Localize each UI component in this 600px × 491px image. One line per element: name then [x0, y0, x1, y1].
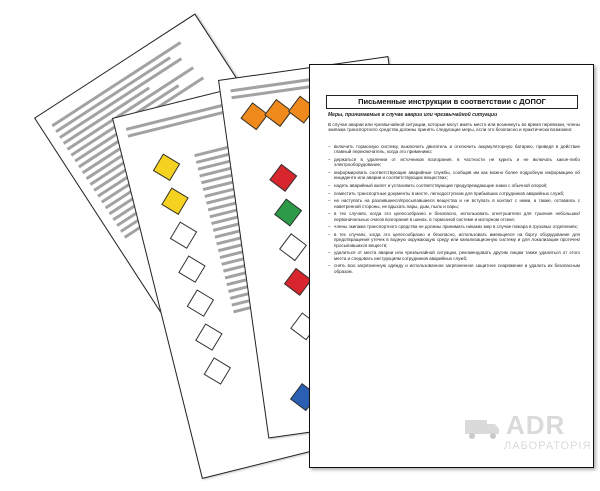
list-item: – в тех случаях, когда это целесообразно и безопасно, использовать имеющееся на борту оборудование для предотвращения утечек в водную окружающую среду или канализационную систему и для локализации протечек/просыпавшихся веществ;	[328, 232, 580, 248]
hazard-diamond-icon	[240, 102, 268, 130]
list-item: – информировать соответствующие аварийные службы, сообщив им как можно более подробную информацию об инциденте или аварии и соответствующих веществах;	[328, 170, 580, 181]
truck-icon	[464, 414, 500, 440]
hazard-diamond-icon	[178, 255, 205, 282]
hazard-diamond-icon	[279, 233, 307, 261]
section-subtitle: Меры, принимаемые в случае аварии или чрезвычайной ситуации	[328, 112, 498, 118]
hazard-diamond-icon	[204, 357, 231, 384]
list-item: – снять всю загрязненную одежду и использованное загрязненное защитное снаряжение и удалить их безопасным образом.	[328, 263, 580, 274]
watermark-brand: ADR	[506, 410, 566, 440]
list-item: – надеть аварийный жилет и установить соответствующие предупреждающие знаки с обычной опорой;	[328, 183, 580, 188]
hazard-diamond-icon	[187, 289, 214, 316]
list-item: – не наступать на разлившиеся/просыпавшиеся вещества и не вступать в контакт с ними, а также, оставаясь с наветренной стороны, не вдыхать пары, дым, пыль и пары;	[328, 198, 580, 209]
list-item: – поместить транспортные документы в месте, легкодоступном для прибывших сотрудников аварийных служб;	[328, 191, 580, 196]
document-title: Письменные инструкции в соответствии с ДОПОГ	[326, 95, 578, 109]
adr-watermark	[464, 410, 594, 460]
hazard-diamond-icon	[284, 268, 312, 296]
instructions-list	[328, 144, 580, 276]
list-item: – члены экипажа транспортного средства не должны принимать никаких мер в случае пожара в грузовых отделениях;	[328, 224, 580, 229]
hazard-diamond-icon	[170, 221, 197, 248]
intro-paragraph: В случае аварии или чрезвычайной ситуации, которые могут иметь место или возникнуть во время перевозки, члены экипажа транспортного средства должны принять следующие меры, если это безопасно и практически возможно:	[328, 122, 580, 133]
list-item: – в тех случаях, когда это целесообразно и безопасно, использовать огнетушители для тушения небольших/первоначальных очагов возгорания в шинах, в тормозной системе и моторном отсеке;	[328, 211, 580, 222]
hazard-diamond-icon	[269, 164, 297, 192]
hazard-diamond-icon	[274, 199, 302, 227]
hazard-diamond-icon	[153, 154, 180, 181]
hazard-diamond-icon	[264, 99, 292, 127]
watermark-subtitle: ЛАБОРАТОРІЯ	[504, 440, 592, 452]
list-item: – включить тормозную систему, выключить двигатель и отключить аккумуляторную батарею, приведя в действие главный переключатель, когда это применимо;	[328, 144, 580, 155]
list-item: – удалиться от места аварии или чрезвычайной ситуации, рекомендовать другим лицам также удалиться от этого места и следовать инструкциям сотрудников аварийных служб;	[328, 250, 580, 261]
hazard-diamond-icon	[195, 323, 222, 350]
front-sheet	[309, 64, 594, 468]
list-item: – держаться в удалении от источников возгорания, в частности не курить и не включать какое-либо электрооборудование;	[328, 157, 580, 168]
hazard-diamond-icon	[161, 188, 188, 215]
